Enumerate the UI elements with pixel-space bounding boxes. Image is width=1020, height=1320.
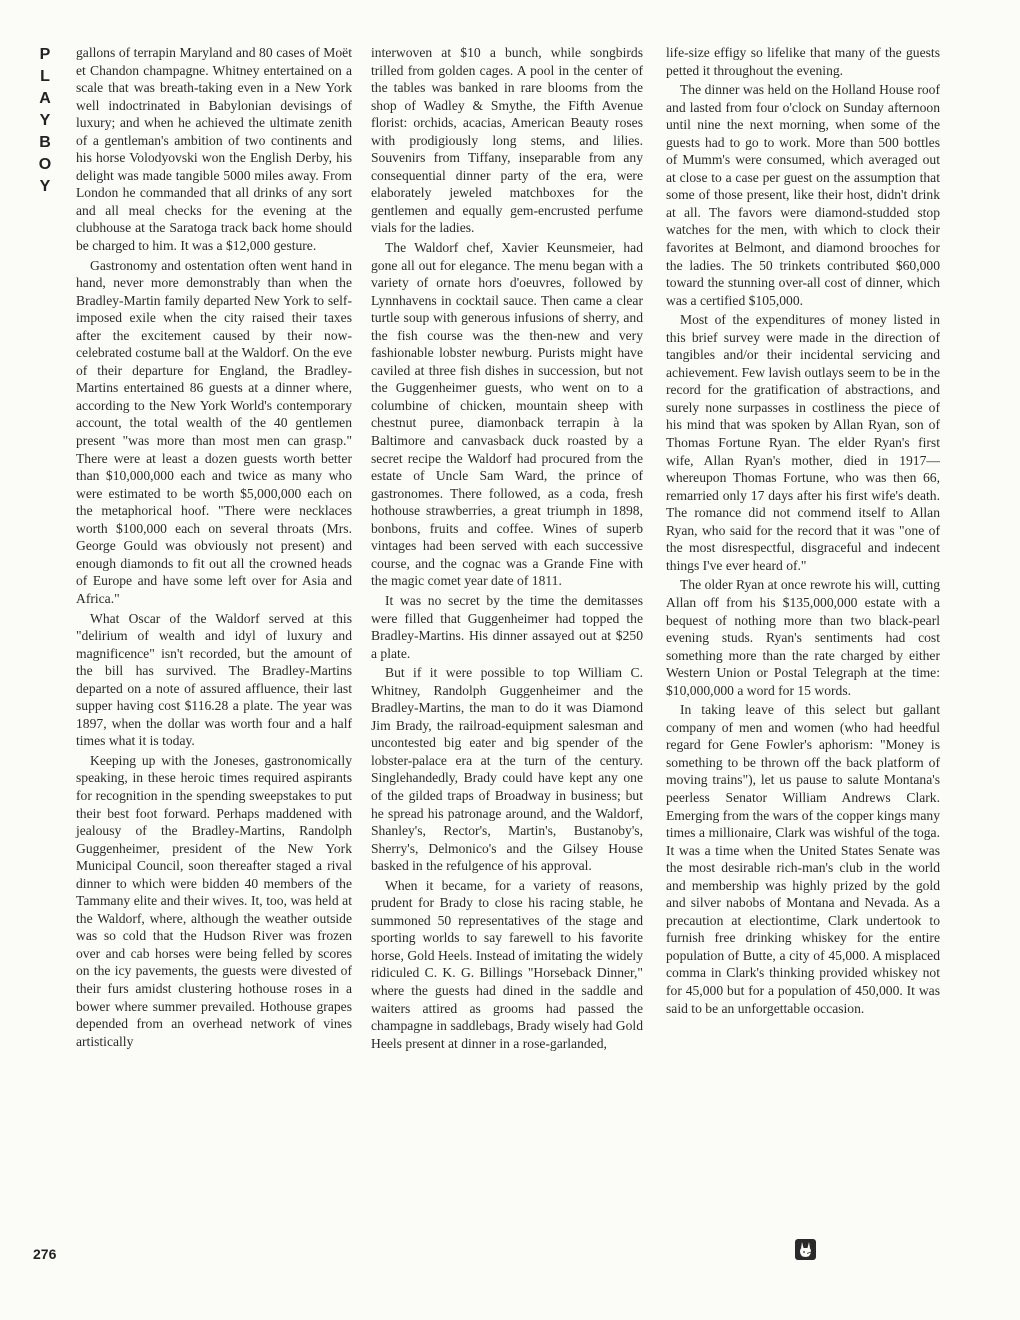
paragraph: It was no secret by the time the demitasses were filled that Guggenheimer had topped the Bradley-Martins. His dinner assayed out at $250 a plate. [371,592,643,661]
paragraph: The Waldorf chef, Xavier Keunsmeier, had gone all out for elegance. The menu began with a variety of ornate hors d'oeuvres, followed by Lynnhavens in cocktail sauce. Then came a clear turtle soup with generous infusions of sherry, and the fish course was the then-new and very fashionable lobster newburg. Purists might have caviled at three fish dishes in succession, but not the Guggenheimer guests, who went on to a columbine of chicken, mountain sheep with chestnut puree, diamonback terrapin à la Baltimore and canvasback duck roasted by a secret recipe the Waldorf had procured from the estate of Uncle Sam Ward, the prince of gastronomes. There followed, as a coda, fresh hothouse strawberries, a great triumph in 1898, bonbons, fruits and coffee. Wines of superb vintages had been served with each successive course, and the cognac was a Grande Fine with the magic comet year date of 1811. [371,240,643,589]
paragraph: Keeping up with the Joneses, gastronomically speaking, in these heroic times required aspirants for recognition in the spending sweepstakes to put their best foot forward. Perhaps maddened with jealousy of the Bradley-Martins, Randolph Guggenheimer, president of the New York Municipal Council, soon thereafter staged a rival dinner to which were bidden 40 members of the Tammany elite and their wives. It, too, was held at the Waldorf, where, although the weather outside was so cold that the Hudson River was frozen over and cab horses were being felled by scores on the icy pavements, the guests were divested of their furs amidst clustering hothouse roses in a bower where summer prevailed. Hothouse grapes depended from an overhead network of vines artistically [76,752,352,1049]
masthead-letter: L [40,68,50,85]
masthead-letter: Y [39,178,51,195]
paragraph: In taking leave of this select but gallant company of men and women (who had heedful regard for Gene Fowler's aphorism: "Money is something to be thrown off the back platform of moving trains"), let us pause to salute Montana's peerless Senator William Andrews Clark. Emerging from the wars of the copper kings many times a millionaire, Clark was wishful of the toga. It was a time when the United States Senate was the most desirable rich-man's club in the world and membership was highly prized by the gold and silver nabobs of Montana and Nevada. As a precaution at electiontime, Clark undertook to furnish free drinking whiskey for the entire population of Butte, a city of 45,000. A misplaced comma in Clark's thinking provided whiskey not for 45,000 but for a population of 450,000. It was said to be an unforgettable occasion. [666,702,940,1016]
page-number: 276 [33,1246,57,1262]
paragraph: What Oscar of the Waldorf served at this "delirium of wealth and idyl of luxury and magnificence" isn't recorded, but the amount of the bill has survived. The Bradley-Martins departed on a note of assured affluence, their last supper having cost $116.28 a plate. The year was 1897, when the dollar was worth four and a half times what it is today. [76,610,352,749]
paragraph: But if it were possible to top William C. Whitney, Randolph Guggenheimer and the Bradley-Martins, the man to do it was Diamond Jim Brady, the railroad-equipment salesman and uncontested big eater and big spender of the lobster-palace era at the turn of the century. Singlehandedly, Brady could have kept any one of the gilded traps of Broadway in business; but he spread his patronage around, and the Waldorf, Shanley's, Rector's, Martin's, Bustanoby's, Sherry's, Delmonico's and the Gilsey House basked in the refulgence of his approval. [371,665,643,874]
masthead-letter: A [39,90,51,107]
paragraph: Gastronomy and ostentation often went hand in hand, never more demonstrably than when the Bradley-Martin family departed New York to self-imposed exile when the city raised their taxes after the excitement caused by their now-celebrated costume ball at the Waldorf. On the eve of their departure for England, the Bradley-Martins entertained 86 guests at a dinner where, according to the New York World's contemporary account, the total wealth of the 40 gentlemen present "was more than most men can grasp." There were at least a dozen guests worth better than $10,000,000 each and twice as many who were estimated to be worth $5,000,000 each on the metaphorical hoof. "There were necklaces worth $100,000 each on several throats (Mrs. George Gould was obviously not present) and enough diamonds to fit out all the crowned heads of Europe and have some left over for Asia and Africa." [76,257,352,606]
paragraph: The older Ryan at once rewrote his will, cutting Allan off from his $135,000,000 estate with a bequest of nothing more than two black-pearl evening studs. Ryan's sentiments had cost something more than the rate charged by either Western Union or Postal Telegraph at the time: $10,000,000 a word for 15 words. [666,577,940,698]
paragraph: interwoven at $10 a bunch, while songbirds trilled from golden cages. A pool in the center of the tables was banked in rare blooms from the shop of Wadley & Smythe, the Fifth Avenue florist: orchids, acacias, American Beauty roses with prodigiously long stems, and lilies. Souvenirs from Tiffany, inseparable from any consequential dinner party of the era, were elaborately jeweled matchboxes for the gentlemen and equally gem-encrusted perfume vials for the ladies. [371,45,643,236]
paragraph: When it became, for a variety of reasons, prudent for Brady to close his racing stable, he summoned 50 representatives of the stage and sporting worlds to say farewell to his favorite horse, Gold Heels. Instead of imitating the widely ridiculed C. K. G. Billings "Horseback Dinner," where the guests had dined in the saddle and waiters attired as grooms had passed the champagne in saddlebags, Brady wisely had Gold Heels present at dinner in a rose-garlanded, [371,877,643,1051]
paragraph: gallons of terrapin Maryland and 80 cases of Moët et Chandon champagne. Whitney entertained on a scale that was breath-taking even in a New York well indoctrinated in Babylonian devisings of luxury; and when he achieved the ultimate zenith of a gentleman's ambition of two continents and his horse Volodyovski won the English Derby, his delight was made tangible 5000 miles away. From London he commanded that all drinks of any sort and all meal checks for the evening at the clubhouse at the Saratoga track back home should be charged to him. It was a $12,000 gesture. [76,45,352,254]
rabbit-head-icon [795,1239,816,1260]
article-column-2 [371,44,643,1054]
article-column-1 [76,44,352,1052]
masthead-letter: B [39,134,51,151]
masthead-letter: O [38,156,52,173]
masthead-letter: P [39,46,51,63]
paragraph: The dinner was held on the Holland House roof and lasted from four o'clock on Sunday afternoon until nine the next morning, when some of the guests had to go to work. More than 500 bottles of Mumm's were consumed, which averaged out at close to a case per guest on the assumption that some of those present, like their host, didn't drink at all. The favors were diamond-studded stop watches for the men, with which to clock their favorites at Belmont, and diamond brooches for the ladies. The 50 trinkets contributed $60,000 toward the stunning over-all cost of dinner, which was a certified $105,000. [666,82,940,308]
paragraph: life-size effigy so lifelike that many of the guests petted it throughout the evening. [666,45,940,78]
masthead-letter: Y [39,112,51,129]
article-column-3 [666,44,940,1019]
paragraph: Most of the expenditures of money listed in this brief survey were made in the direction of tangibles and/or their incidental servicing and achievement. Few lavish outlays seem to be in the record for the gratification of abstractions, and surely none surpasses in costliness the piece of his mind that was spoken by Allan Ryan, son of Thomas Fortune Ryan. The elder Ryan's first wife, Allan Ryan's mother, died in 1917—whereupon Thomas Fortune, who was then 66, remarried only 17 days after his first wife's death. The romance did not commend itself to Allan Ryan, who said for the record that it was "one of the most disrespectful, disgraceful and indecent things I've ever heard of." [666,312,940,573]
magazine-masthead [34,44,56,198]
